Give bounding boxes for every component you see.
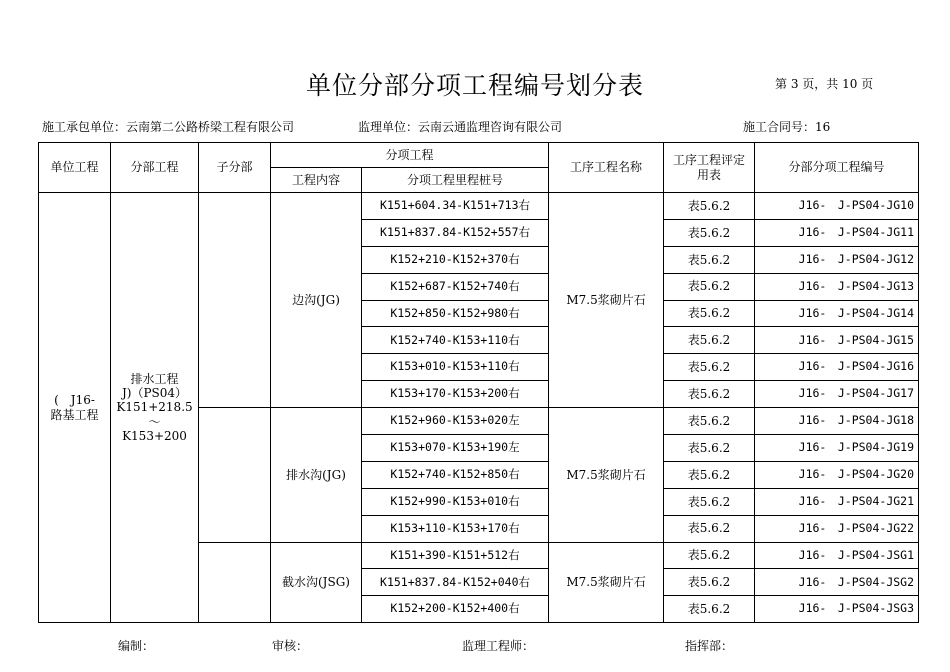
- eval-cell: 表5.6.2: [664, 435, 755, 462]
- process-cell: M7.5浆砌片石: [549, 542, 664, 623]
- code-cell: J16- J-PS04-JSG1: [755, 542, 919, 569]
- header-subdivision: 子分部: [199, 143, 271, 193]
- stake-cell: K152+990-K153+010右: [362, 488, 549, 515]
- eval-cell: 表5.6.2: [664, 488, 755, 515]
- footer-prepared: 编制：: [118, 639, 155, 653]
- stake-cell: K152+850-K152+980右: [362, 300, 549, 327]
- stake-cell: K152+740-K152+850右: [362, 461, 549, 488]
- header-stake: 分项工程里程桩号: [362, 168, 549, 193]
- division-line: K153+200: [122, 429, 187, 444]
- code-cell: J16- J-PS04-JSG3: [755, 596, 919, 623]
- eval-cell: 表5.6.2: [664, 193, 755, 220]
- eval-cell: 表5.6.2: [664, 542, 755, 569]
- stake-cell: K153+070-K153+190左: [362, 435, 549, 462]
- division-cell: [111, 193, 199, 623]
- header-code: 分部分项工程编号: [755, 143, 919, 193]
- code-cell: J16- J-PS04-JG17: [755, 381, 919, 408]
- stake-cell: K153+110-K153+170右: [362, 515, 549, 542]
- subdivision-cell: [199, 193, 271, 408]
- eval-cell: 表5.6.2: [664, 381, 755, 408]
- stake-cell: K151+390-K151+512右: [362, 542, 549, 569]
- code-cell: J16- J-PS04-JG15: [755, 327, 919, 354]
- code-cell: J16- J-PS04-JG21: [755, 488, 919, 515]
- eval-cell: 表5.6.2: [664, 219, 755, 246]
- eval-cell: 表5.6.2: [664, 354, 755, 381]
- eval-cell: 表5.6.2: [664, 273, 755, 300]
- stake-cell: K151+837.84-K152+040右: [362, 569, 549, 596]
- footer-review: 审核：: [272, 639, 309, 653]
- stake-cell: K151+604.34-K151+713右: [362, 193, 549, 220]
- table-row: [39, 193, 919, 220]
- code-cell: J16- J-PS04-JG19: [755, 435, 919, 462]
- stake-cell: K153+010-K153+110右: [362, 354, 549, 381]
- stake-cell: K152+960-K153+020左: [362, 408, 549, 435]
- eval-cell: 表5.6.2: [664, 408, 755, 435]
- contractor-label: 施工承包单位：云南第二公路桥梁工程有限公司: [42, 120, 295, 134]
- code-cell: J16- J-PS04-JG10: [755, 193, 919, 220]
- work-content-cell: 边沟(JG): [271, 193, 362, 408]
- header-unit: 单位工程: [39, 143, 111, 193]
- eval-cell: 表5.6.2: [664, 246, 755, 273]
- footer-command: 指挥部：: [685, 639, 734, 653]
- stake-cell: K152+687-K152+740右: [362, 273, 549, 300]
- page-number: 第 3 页，共 10 页: [775, 77, 874, 91]
- stake-cell: K152+740-K153+110右: [362, 327, 549, 354]
- footer-engineer: 监理工程师：: [462, 639, 535, 653]
- division-line: 排水工程: [130, 371, 179, 386]
- code-cell: J16- J-PS04-JG20: [755, 461, 919, 488]
- eval-cell: 表5.6.2: [664, 461, 755, 488]
- code-cell: J16- J-PS04-JG18: [755, 408, 919, 435]
- contract-number: 施工合同号：16: [743, 120, 831, 134]
- page-title: 单位分部分项工程编号划分表: [305, 71, 644, 100]
- process-cell: M7.5浆砌片石: [549, 408, 664, 542]
- code-cell: J16- J-PS04-JG22: [755, 515, 919, 542]
- subdivision-cell: [199, 542, 271, 623]
- division-line: K151+218.5～: [116, 400, 193, 429]
- stake-cell: K151+837.84-K152+557右: [362, 219, 549, 246]
- eval-cell: 表5.6.2: [664, 596, 755, 623]
- code-cell: J16- J-PS04-JG11: [755, 219, 919, 246]
- eval-cell: 表5.6.2: [664, 327, 755, 354]
- code-cell: J16- J-PS04-JG12: [755, 246, 919, 273]
- code-cell: J16- J-PS04-JSG2: [755, 569, 919, 596]
- eval-cell: 表5.6.2: [664, 300, 755, 327]
- subdivision-cell: [199, 408, 271, 542]
- header-item: 分项工程: [271, 143, 549, 168]
- header-process: 工序工程名称: [549, 143, 664, 193]
- stake-cell: K152+210-K152+370右: [362, 246, 549, 273]
- division-line: J)（PS04）: [121, 386, 188, 401]
- division-table: [38, 142, 919, 623]
- eval-cell: 表5.6.2: [664, 569, 755, 596]
- header-eval: 工序工程评定用表: [664, 143, 755, 193]
- header-content: 工程内容: [271, 168, 362, 193]
- process-cell: M7.5浆砌片石: [549, 193, 664, 408]
- eval-cell: 表5.6.2: [664, 515, 755, 542]
- supervisor-label: 监理单位：云南云通监理咨询有限公司: [358, 120, 563, 134]
- header-division: 分部工程: [111, 143, 199, 193]
- unit-cell: [39, 193, 111, 623]
- unit-line: 路基工程: [50, 407, 99, 422]
- code-cell: J16- J-PS04-JG14: [755, 300, 919, 327]
- unit-line: ( J16-: [54, 393, 95, 408]
- work-content-cell: 排水沟(JG): [271, 408, 362, 542]
- work-content-cell: 截水沟(JSG): [271, 542, 362, 623]
- stake-cell: K153+170-K153+200右: [362, 381, 549, 408]
- stake-cell: K152+200-K152+400右: [362, 596, 549, 623]
- code-cell: J16- J-PS04-JG16: [755, 354, 919, 381]
- code-cell: J16- J-PS04-JG13: [755, 273, 919, 300]
